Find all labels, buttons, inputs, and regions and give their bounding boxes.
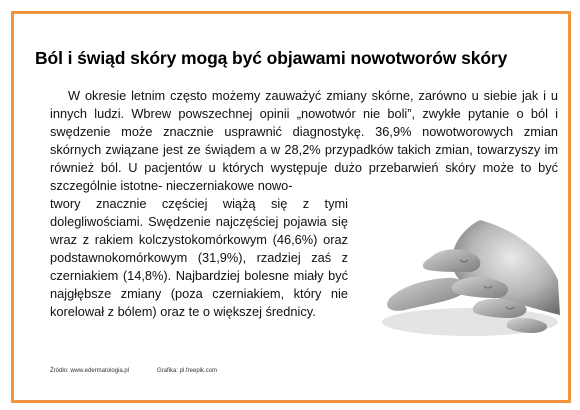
hand-photo (360, 210, 560, 350)
continued-paragraph: twory znacznie częściej wiążą się z tymi dolegliwościami. Swędzenie najczęściej pojawia się wraz z rakiem kolczystokomórkowym (46,6%) oraz podstawnokomórkowym (31,9%), rzadziej zaś z czerniakiem (14,8%). Najbardziej bolesne miały być najgłębsze zmiany (poza czerniakiem, który nie korelował z bólem) oraz te o większej średnicy. (50, 196, 348, 319)
poster-title: Ból i świąd skóry mogą być objawami nowotworów skóry (35, 48, 508, 68)
graphic-credit: Grafika: pl.freepik.com (157, 368, 218, 374)
intro-paragraph: W okresie letnim często możemy zauważyć zmiany skórne, zarówno u siebie jak i u innych ludzi. Wbrew powszechnej opinii „nowotwór nie boli”, zwykłe pytanie o ból i swędzenie może znacznie usprawnić diagnostykę. 36,9% nowotworowych zmian skórnych związane jest ze świądem a w 28,2% przypadków takich zmian, towarzyszy im również ból. U pacjentów u których występuje dużo przebarwień skóry może to być szczególnie istotne- nieczerniakowe nowo- (50, 88, 558, 193)
source-credit: Źródło: www.edermatologia.pl (50, 368, 130, 374)
